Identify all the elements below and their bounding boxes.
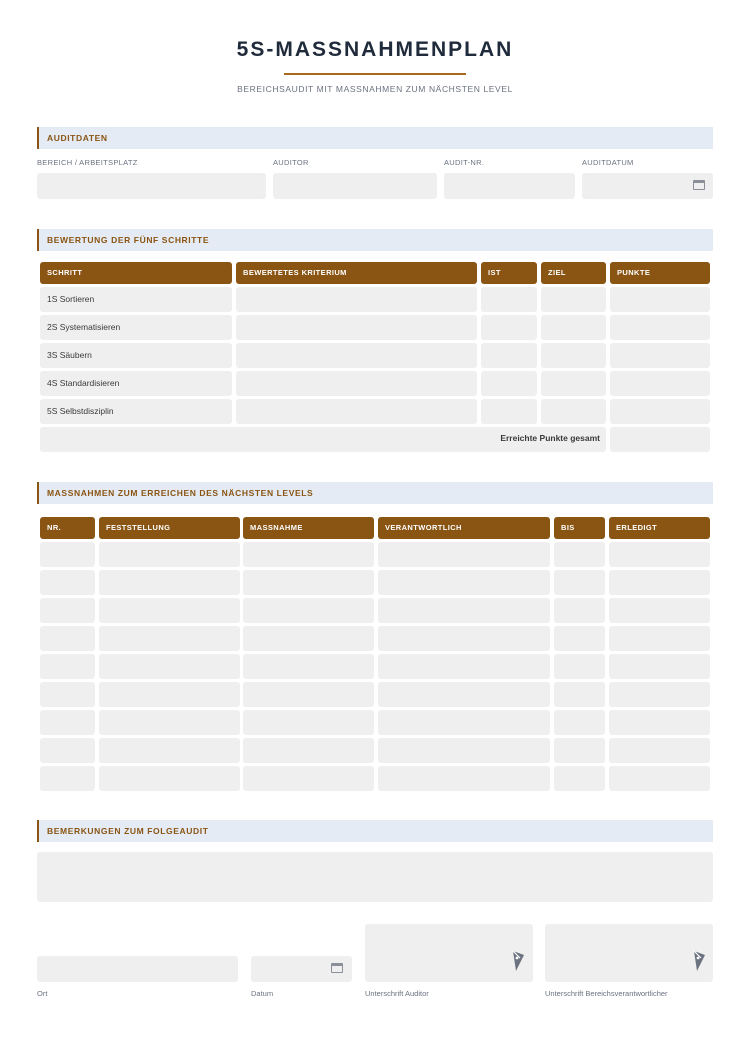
- measure-nr-input[interactable]: [40, 626, 95, 651]
- measure-responsible-input[interactable]: [378, 710, 550, 735]
- measure-due-input[interactable]: [554, 626, 605, 651]
- rating-ziel-input[interactable]: [541, 399, 606, 424]
- audit-number-input[interactable]: [444, 173, 575, 199]
- col-punkte: PUNKTE: [610, 262, 710, 284]
- measure-due-input[interactable]: [554, 542, 605, 567]
- col-ziel: ZIEL: [541, 262, 606, 284]
- rating-step: 4S Standardisieren: [40, 371, 232, 396]
- owner-signature-label: Unterschrift Bereichsverantwortlicher: [545, 989, 668, 998]
- calendar-icon[interactable]: [693, 180, 705, 190]
- measure-action-input[interactable]: [243, 738, 374, 763]
- rating-ziel-input[interactable]: [541, 371, 606, 396]
- area-input[interactable]: [37, 173, 266, 199]
- measure-due-input[interactable]: [554, 682, 605, 707]
- total-label: Erreichte Punkte gesamt: [500, 433, 600, 443]
- measure-finding-input[interactable]: [99, 570, 240, 595]
- auditor-label: AUDITOR: [273, 158, 309, 167]
- measure-finding-input[interactable]: [99, 738, 240, 763]
- measure-responsible-input[interactable]: [378, 766, 550, 791]
- measure-responsible-input[interactable]: [378, 598, 550, 623]
- measure-due-input[interactable]: [554, 570, 605, 595]
- section-rating: BEWERTUNG DER FÜNF SCHRITTE: [37, 229, 713, 251]
- owner-signature-field[interactable]: [545, 924, 713, 982]
- measure-responsible-input[interactable]: [378, 542, 550, 567]
- measure-done-input[interactable]: [609, 710, 710, 735]
- measure-finding-input[interactable]: [99, 542, 240, 567]
- measure-nr-input[interactable]: [40, 682, 95, 707]
- section-remarks: BEMERKUNGEN ZUM FOLGEAUDIT: [37, 820, 713, 842]
- measure-action-input[interactable]: [243, 710, 374, 735]
- rating-punkte-input[interactable]: [610, 315, 710, 340]
- measure-responsible-input[interactable]: [378, 682, 550, 707]
- rating-criterion-input[interactable]: [236, 315, 477, 340]
- rating-step: 1S Sortieren: [40, 287, 232, 312]
- rating-punkte-input[interactable]: [610, 399, 710, 424]
- total-points-input[interactable]: [610, 427, 710, 452]
- rating-ziel-input[interactable]: [541, 287, 606, 312]
- rating-ist-input[interactable]: [481, 399, 537, 424]
- area-label: BEREICH / ARBEITSPLATZ: [37, 158, 138, 167]
- measure-finding-input[interactable]: [99, 682, 240, 707]
- measure-responsible-input[interactable]: [378, 626, 550, 651]
- measure-action-input[interactable]: [243, 542, 374, 567]
- measure-done-input[interactable]: [609, 682, 710, 707]
- measure-action-input[interactable]: [243, 766, 374, 791]
- place-label: Ort: [37, 989, 48, 998]
- measure-responsible-input[interactable]: [378, 738, 550, 763]
- measure-finding-input[interactable]: [99, 626, 240, 651]
- measure-nr-input[interactable]: [40, 738, 95, 763]
- page-title: 5S-MASSNAHMENPLAN: [236, 38, 514, 61]
- auditor-input[interactable]: [273, 173, 437, 199]
- rating-ist-input[interactable]: [481, 371, 537, 396]
- col-criterion: BEWERTETES KRITERIUM: [236, 262, 477, 284]
- auditor-signature-label: Unterschrift Auditor: [365, 989, 429, 998]
- measure-due-input[interactable]: [554, 766, 605, 791]
- pen-icon: [511, 950, 525, 972]
- col-measure: MASSNAHME: [243, 517, 374, 539]
- place-input[interactable]: [37, 956, 238, 982]
- col-step: SCHRITT: [40, 262, 232, 284]
- col-ist: IST: [481, 262, 537, 284]
- measure-nr-input[interactable]: [40, 542, 95, 567]
- rating-step: 5S Selbstdisziplin: [40, 399, 232, 424]
- measure-action-input[interactable]: [243, 570, 374, 595]
- rating-step: 3S Säubern: [40, 343, 232, 368]
- measure-done-input[interactable]: [609, 766, 710, 791]
- date-label: Datum: [251, 989, 274, 998]
- measure-action-input[interactable]: [243, 654, 374, 679]
- measure-responsible-input[interactable]: [378, 654, 550, 679]
- rating-criterion-input[interactable]: [236, 343, 477, 368]
- rating-punkte-input[interactable]: [610, 287, 710, 312]
- measure-done-input[interactable]: [609, 598, 710, 623]
- measure-finding-input[interactable]: [99, 710, 240, 735]
- measure-finding-input[interactable]: [99, 766, 240, 791]
- measure-nr-input[interactable]: [40, 710, 95, 735]
- measure-done-input[interactable]: [609, 570, 710, 595]
- rating-punkte-input[interactable]: [610, 343, 710, 368]
- section-audit-data: AUDITDATEN: [37, 127, 713, 149]
- page-subtitle: BEREICHSAUDIT MIT MASSNAHMEN ZUM NÄCHSTEN LEVEL: [237, 84, 513, 94]
- pen-icon: [692, 950, 706, 972]
- calendar-icon[interactable]: [331, 963, 343, 973]
- measure-due-input[interactable]: [554, 738, 605, 763]
- col-responsible: VERANTWORTLICH: [378, 517, 550, 539]
- rating-ist-input[interactable]: [481, 287, 537, 312]
- col-due: BIS: [554, 517, 605, 539]
- auditor-signature-field[interactable]: [365, 924, 533, 982]
- rating-step: 2S Systematisieren: [40, 315, 232, 340]
- rating-criterion-input[interactable]: [236, 287, 477, 312]
- measure-nr-input[interactable]: [40, 598, 95, 623]
- measure-nr-input[interactable]: [40, 766, 95, 791]
- measure-due-input[interactable]: [554, 710, 605, 735]
- measure-action-input[interactable]: [243, 626, 374, 651]
- measure-done-input[interactable]: [609, 626, 710, 651]
- title-underline: [284, 73, 466, 75]
- col-done: ERLEDIGT: [609, 517, 710, 539]
- col-nr: NR.: [40, 517, 95, 539]
- measure-due-input[interactable]: [554, 654, 605, 679]
- rating-punkte-input[interactable]: [610, 371, 710, 396]
- audit-number-label: AUDIT-NR.: [444, 158, 485, 167]
- measure-action-input[interactable]: [243, 598, 374, 623]
- measure-due-input[interactable]: [554, 598, 605, 623]
- col-finding: FESTSTELLUNG: [99, 517, 240, 539]
- rating-criterion-input[interactable]: [236, 399, 477, 424]
- measure-nr-input[interactable]: [40, 570, 95, 595]
- measure-action-input[interactable]: [243, 682, 374, 707]
- measure-done-input[interactable]: [609, 542, 710, 567]
- measure-done-input[interactable]: [609, 654, 710, 679]
- measure-finding-input[interactable]: [99, 598, 240, 623]
- measure-nr-input[interactable]: [40, 654, 95, 679]
- remarks-input[interactable]: [37, 852, 713, 902]
- rating-ist-input[interactable]: [481, 343, 537, 368]
- rating-criterion-input[interactable]: [236, 371, 477, 396]
- measure-finding-input[interactable]: [99, 654, 240, 679]
- measure-responsible-input[interactable]: [378, 570, 550, 595]
- measure-done-input[interactable]: [609, 738, 710, 763]
- audit-date-label: AUDITDATUM: [582, 158, 634, 167]
- rating-ziel-input[interactable]: [541, 343, 606, 368]
- rating-ziel-input[interactable]: [541, 315, 606, 340]
- section-measures: MASSNAHMEN ZUM ERREICHEN DES NÄCHSTEN LEVELS: [37, 482, 713, 504]
- rating-ist-input[interactable]: [481, 315, 537, 340]
